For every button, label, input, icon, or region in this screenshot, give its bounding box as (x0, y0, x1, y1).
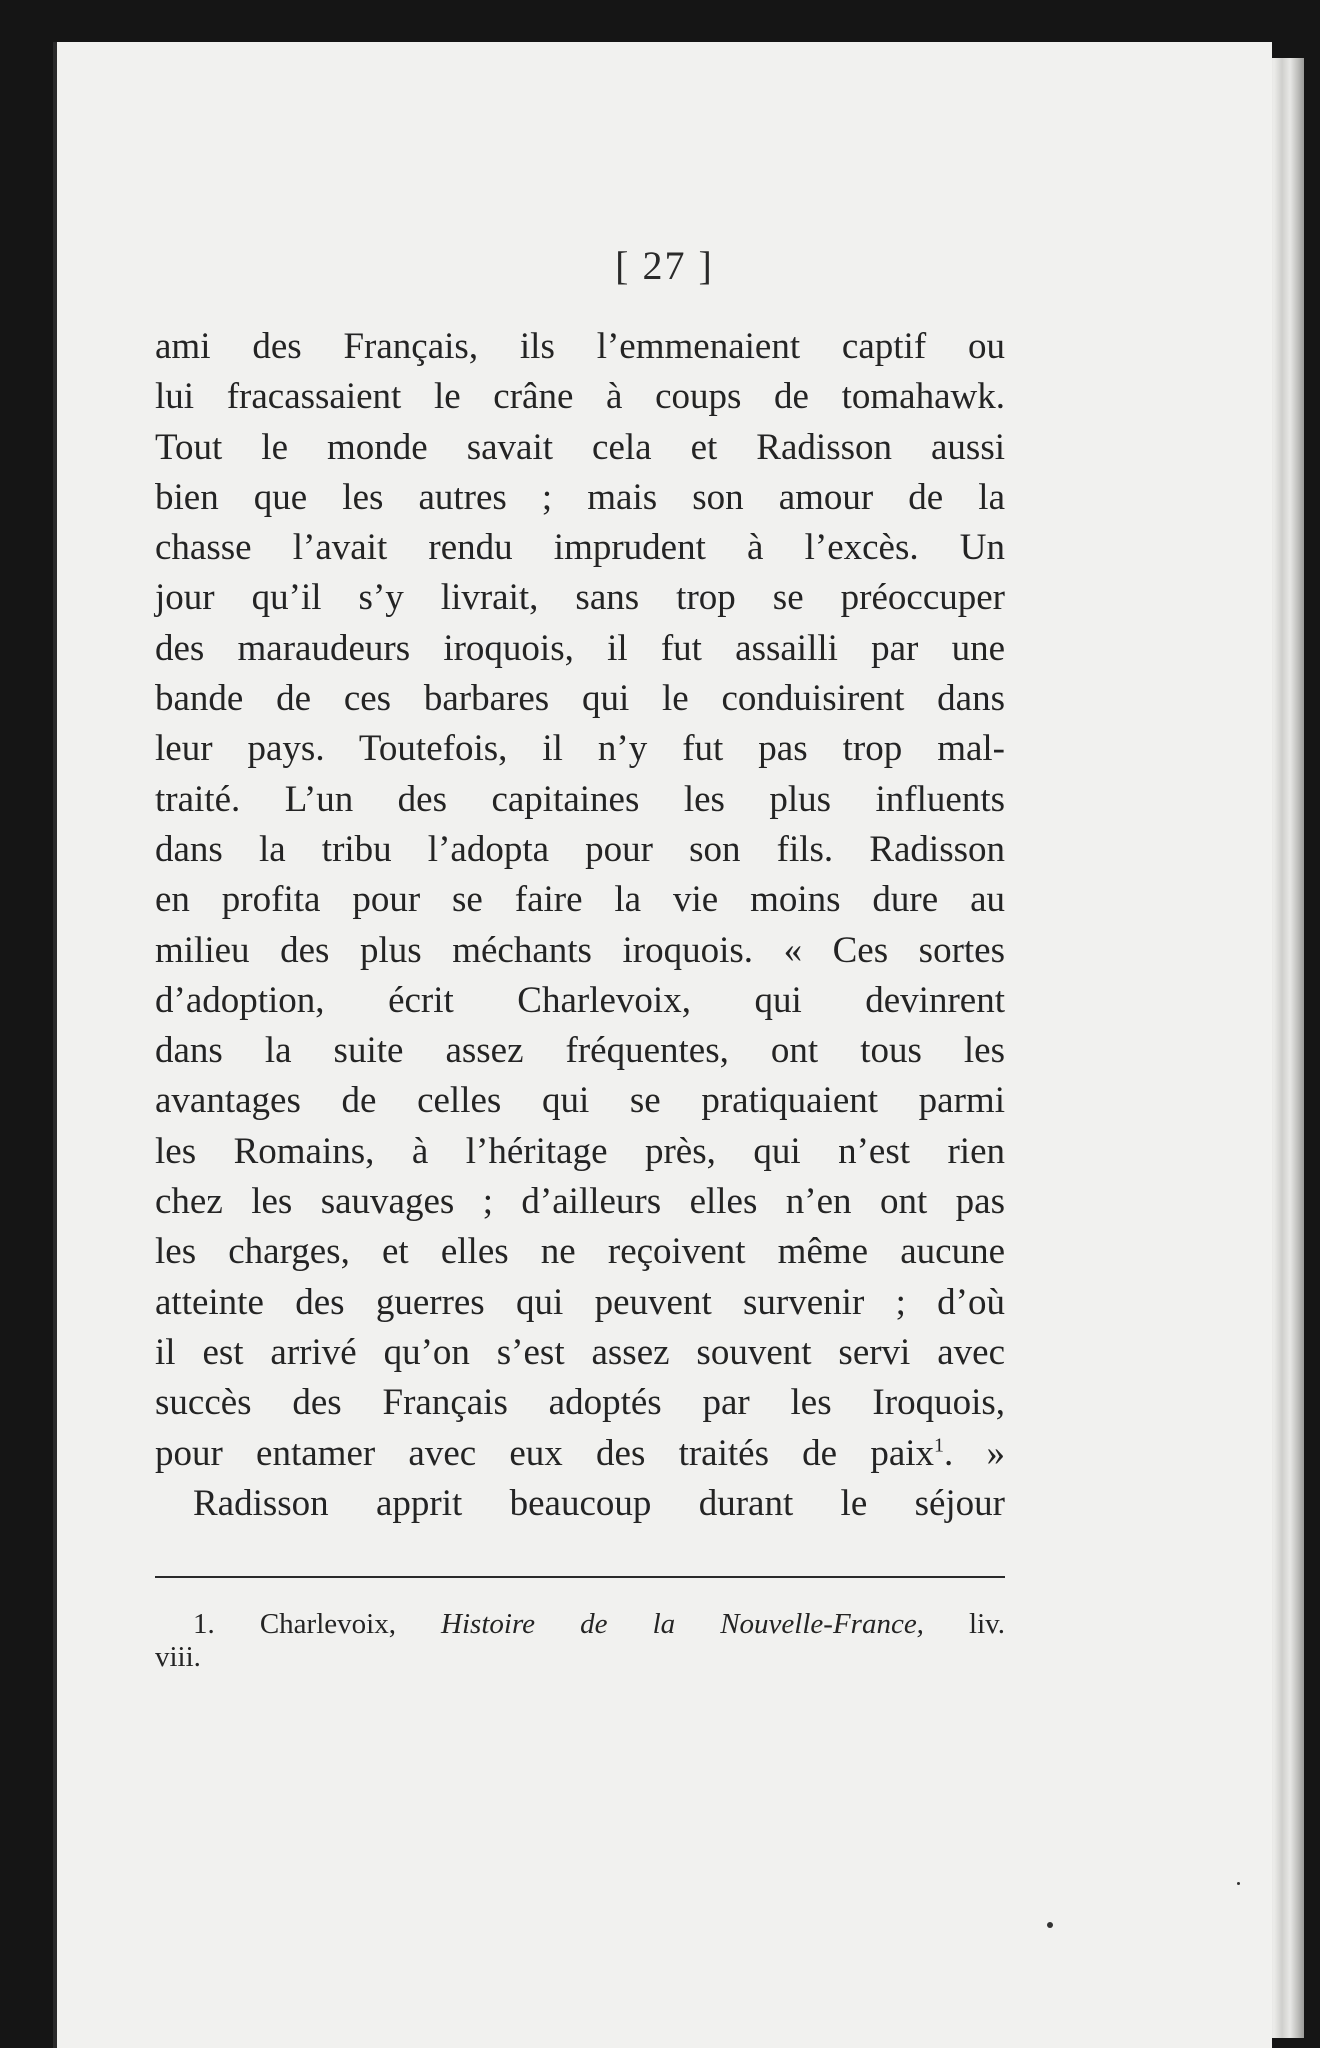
print-speck (1237, 1882, 1240, 1885)
print-speck (1047, 1922, 1053, 1928)
text-line: il est arrivé qu’on s’est assez souvent servi avec (155, 1331, 1005, 1373)
text-line: dans la suite assez fréquentes, ont tous les (155, 1030, 1005, 1072)
text-line: des maraudeurs iroquois, il fut assailli par une (155, 627, 1005, 669)
footnote-title: Histoire de la Nouvelle-France, (441, 1608, 924, 1640)
footnote (155, 1608, 1005, 1674)
text-line: d’adoption, écrit Charlevoix, qui devinrent (155, 979, 1005, 1021)
body-text (155, 322, 1005, 1529)
footnote-rule (155, 1576, 1005, 1578)
text-line: chez les sauvages ; d’ailleurs elles n’en ont pas (155, 1181, 1005, 1223)
text-line: traité. L’un des capitaines les plus influents (155, 778, 1005, 820)
text-line: dans la tribu l’adopta pour son fils. Radisson (155, 828, 1005, 870)
text-line: bande de ces barbares qui le conduisirent dans (155, 678, 1005, 720)
text-line: les Romains, à l’héritage près, qui n’est rien (155, 1130, 1005, 1172)
text-line: en profita pour se faire la vie moins dure au (155, 879, 1005, 921)
book-page (53, 42, 1272, 2048)
text-line: chasse l’avait rendu imprudent à l’excès. Un (155, 527, 1005, 569)
text-line-end: . » (944, 1432, 1005, 1474)
text-line: ami des Français, ils l’emmenaient captif ou (155, 326, 1005, 367)
text-line: les charges, et elles ne reçoivent même aucune (155, 1231, 1005, 1273)
paragraph-start: Radisson apprit beaucoup durant le séjour (193, 1482, 1005, 1524)
footnote-ref-start: liv. (969, 1608, 1006, 1640)
text-line-last (155, 1429, 1005, 1479)
text-line: Tout le monde savait cela et Radisson aussi (155, 426, 1005, 468)
footnote-marker: 1 (934, 1434, 945, 1457)
page-number: [ 27 ] (615, 243, 714, 288)
text-line: avantages de celles qui se pratiquaient parmi (155, 1080, 1005, 1122)
footnote-number: 1. (193, 1608, 215, 1640)
text-line: bien que les autres ; mais son amour de la (155, 476, 1005, 518)
text-line-content: pour entamer avec eux des traités de paix (155, 1432, 935, 1474)
text-line: leur pays. Toutefois, il n’y fut pas trop mal- (155, 728, 1005, 770)
footnote-author: Charlevoix, (259, 1608, 396, 1640)
text-line: atteinte des guerres qui peuvent survenir ; d’où (155, 1281, 1005, 1323)
text-line: succès des Français adoptés par les Iroquois, (155, 1382, 1005, 1424)
text-line: jour qu’il s’y livrait, sans trop se préoccuper (155, 577, 1005, 619)
text-line: milieu des plus méchants iroquois. « Ces sortes (155, 929, 1005, 971)
footnote-line (155, 1608, 1005, 1641)
footnote-ref-end: viii. (155, 1641, 201, 1673)
text-line: lui fracassaient le crâne à coups de tomahawk. (155, 376, 1005, 418)
